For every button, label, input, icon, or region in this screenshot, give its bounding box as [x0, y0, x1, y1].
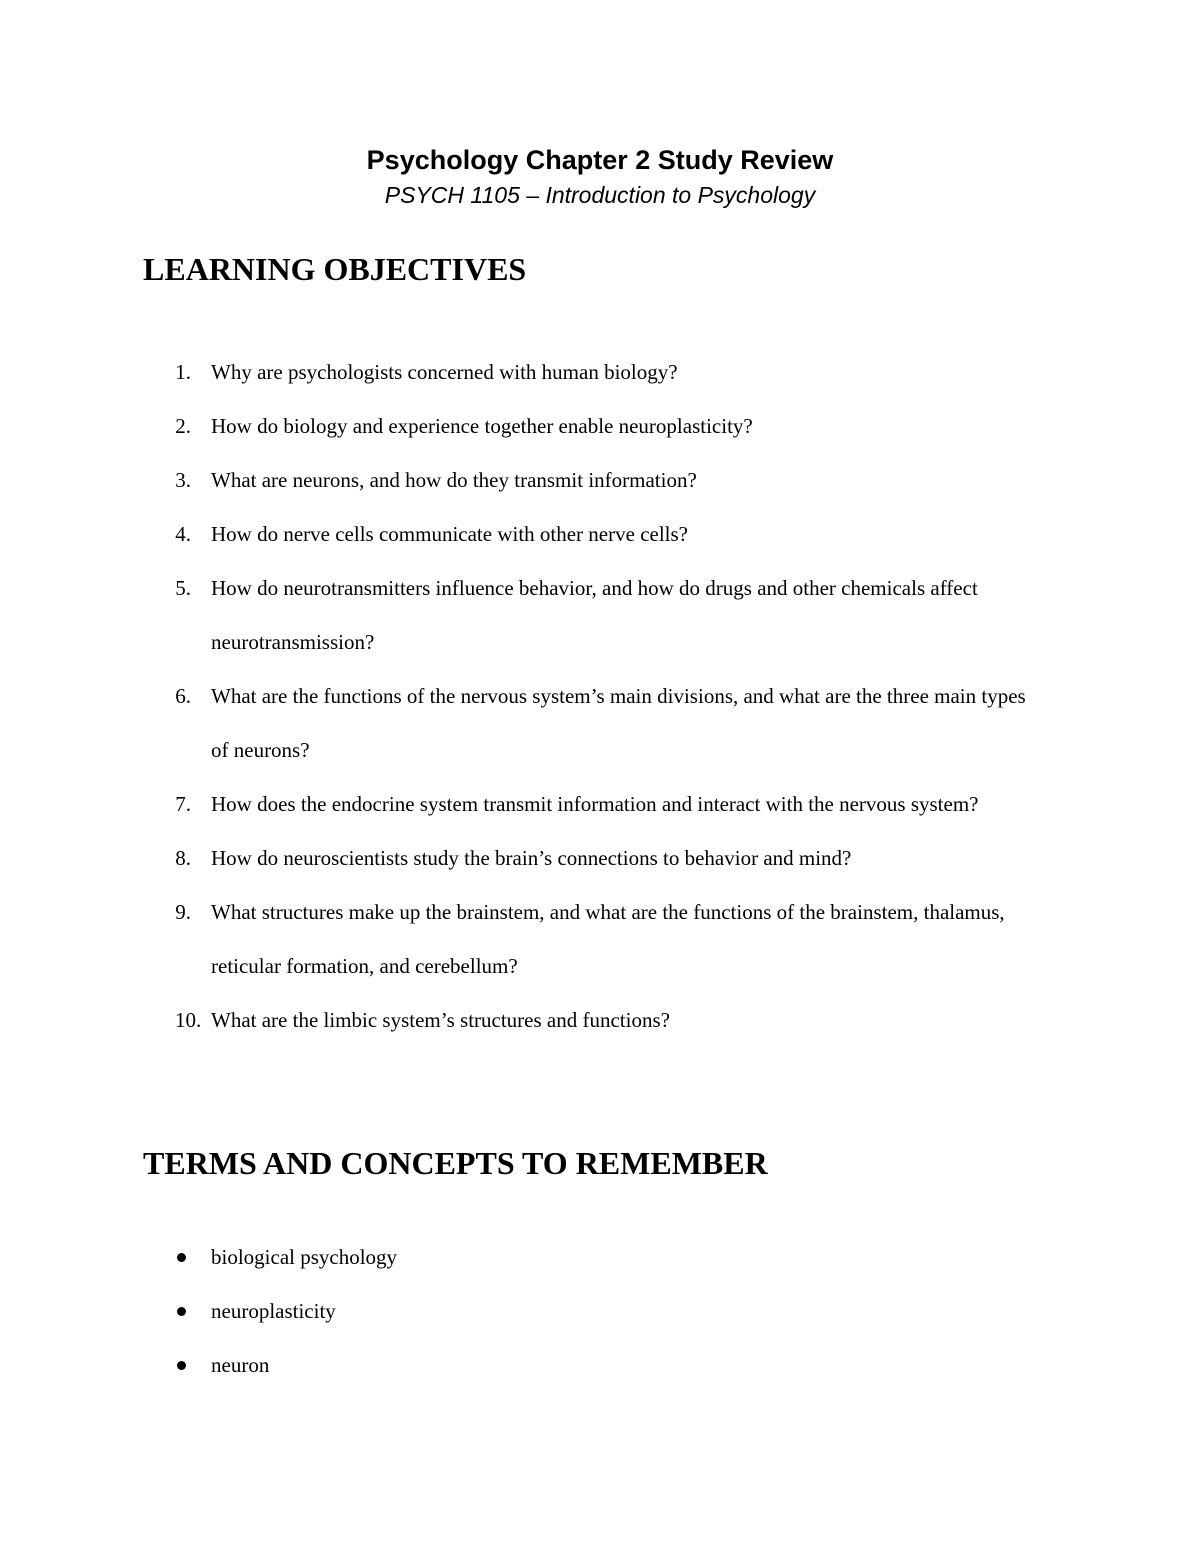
document-title: Psychology Chapter 2 Study Review [366, 145, 834, 175]
objective-item [0, 669, 1200, 777]
objective-number: 5. [175, 576, 191, 600]
objective-item [0, 399, 1200, 453]
learning-objectives-heading: LEARNING OBJECTIVES [143, 251, 527, 287]
term-text: neuron [211, 1353, 270, 1377]
objective-number: 3. [175, 468, 191, 492]
terms-heading: TERMS AND CONCEPTS TO REMEMBER [143, 1145, 768, 1181]
objective-number: 4. [175, 522, 191, 546]
objective-number: 9. [175, 900, 191, 924]
objective-item [0, 831, 1200, 885]
objective-item [0, 993, 1200, 1047]
objective-text: What are the limbic system’s structures and functions? [211, 1008, 670, 1032]
term-text: neuroplasticity [211, 1299, 336, 1323]
objective-text: What are the functions of the nervous system’s main divisions, and what are the three main types of neurons? [211, 684, 1026, 762]
objective-number: 1. [175, 360, 191, 384]
term-item [0, 1284, 1200, 1338]
objective-text: How do neurotransmitters influence behavior, and how do drugs and other chemicals affect neurotransmission? [211, 576, 978, 654]
term-item [0, 1230, 1200, 1284]
bullet-icon [177, 1307, 186, 1316]
objective-item [0, 561, 1200, 669]
objective-text: How does the endocrine system transmit information and interact with the nervous system? [211, 792, 979, 816]
objective-number: 2. [175, 414, 191, 438]
terms-list [0, 1230, 1200, 1392]
bullet-icon [177, 1361, 186, 1370]
term-text: biological psychology [211, 1245, 398, 1269]
objective-text: How do biology and experience together enable neuroplasticity? [211, 414, 753, 438]
bullet-icon [177, 1253, 186, 1262]
objective-item [0, 345, 1200, 399]
objective-text: How do neuroscientists study the brain’s connections to behavior and mind? [211, 846, 852, 870]
objective-item [0, 777, 1200, 831]
objective-text: How do nerve cells communicate with other nerve cells? [211, 522, 688, 546]
objective-number: 8. [175, 846, 191, 870]
objective-number: 7. [175, 792, 191, 816]
term-item [0, 1338, 1200, 1392]
objective-text: Why are psychologists concerned with human biology? [211, 360, 678, 384]
objective-text: What are neurons, and how do they transmit information? [211, 468, 697, 492]
objective-text: What structures make up the brainstem, and what are the functions of the brainstem, thalamus, reticular formation, and cerebellum? [211, 900, 1005, 978]
objective-number: 10. [175, 1008, 202, 1032]
document-subtitle: PSYCH 1105 – Introduction to Psychology [384, 182, 816, 208]
objective-number: 6. [175, 684, 191, 708]
objective-item [0, 507, 1200, 561]
objective-item [0, 885, 1200, 993]
objective-item [0, 453, 1200, 507]
learning-objectives-list [0, 345, 1200, 1047]
